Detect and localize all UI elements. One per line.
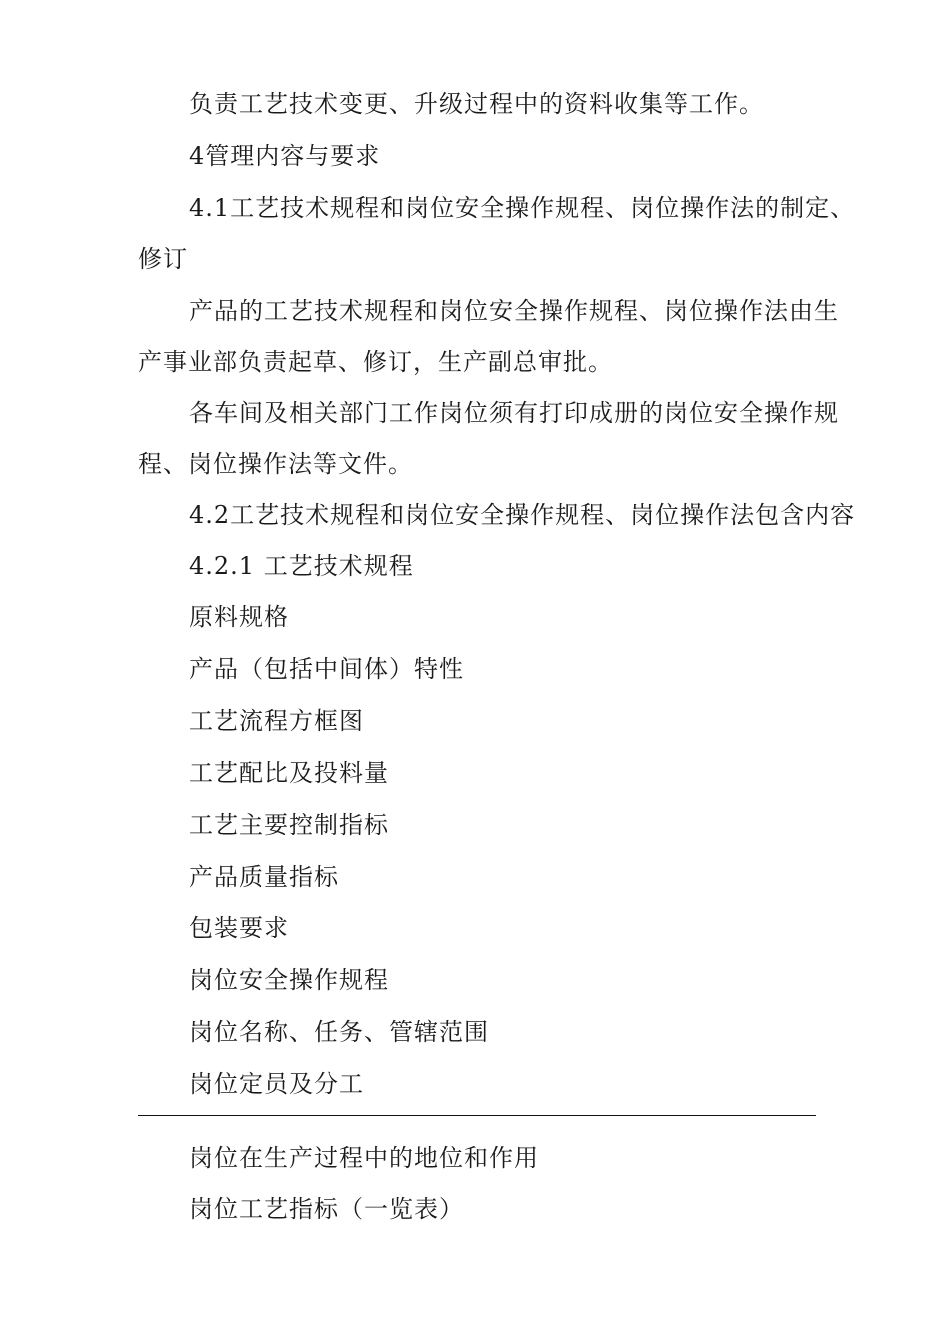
list-item: 工艺配比及投料量 (189, 759, 389, 787)
subsection-heading-4-2-1: 4.2.1 工艺技术规程 (189, 552, 414, 580)
section-heading-4: 4管理内容与要求 (189, 142, 381, 170)
list-item: 原料规格 (189, 603, 289, 631)
list-item: 岗位名称、任务、管辖范围 (189, 1018, 489, 1046)
list-item: 工艺流程方框图 (189, 707, 364, 735)
list-item: 岗位在生产过程中的地位和作用 (189, 1144, 539, 1172)
subsection-heading-4-1-line-2: 修订 (138, 245, 188, 273)
paragraph-drafting-line-2: 产事业部负责起草、修订，生产副总审批。 (138, 348, 613, 376)
list-item: 包装要求 (189, 914, 289, 942)
page-divider-rule (138, 1115, 816, 1116)
list-item: 工艺主要控制指标 (189, 811, 389, 839)
paragraph-responsibility-line: 负责工艺技术变更、升级过程中的资料收集等工作。 (189, 90, 764, 118)
list-item: 产品质量指标 (189, 863, 339, 891)
list-item: 岗位工艺指标（一览表） (189, 1195, 464, 1223)
list-item: 岗位定员及分工 (189, 1070, 364, 1098)
paragraph-workshops-line-2: 程、岗位操作法等文件。 (138, 450, 413, 478)
subsection-heading-4-1-line-1: 4.1工艺技术规程和岗位安全操作规程、岗位操作法的制定、 (189, 194, 856, 222)
list-item: 岗位安全操作规程 (189, 966, 389, 994)
subsection-heading-4-2: 4.2工艺技术规程和岗位安全操作规程、岗位操作法包含内容 (189, 501, 856, 529)
paragraph-workshops-line-1: 各车间及相关部门工作岗位须有打印成册的岗位安全操作规 (189, 399, 839, 427)
paragraph-drafting-line-1: 产品的工艺技术规程和岗位安全操作规程、岗位操作法由生 (189, 297, 839, 325)
list-item: 产品（包括中间体）特性 (189, 655, 464, 683)
